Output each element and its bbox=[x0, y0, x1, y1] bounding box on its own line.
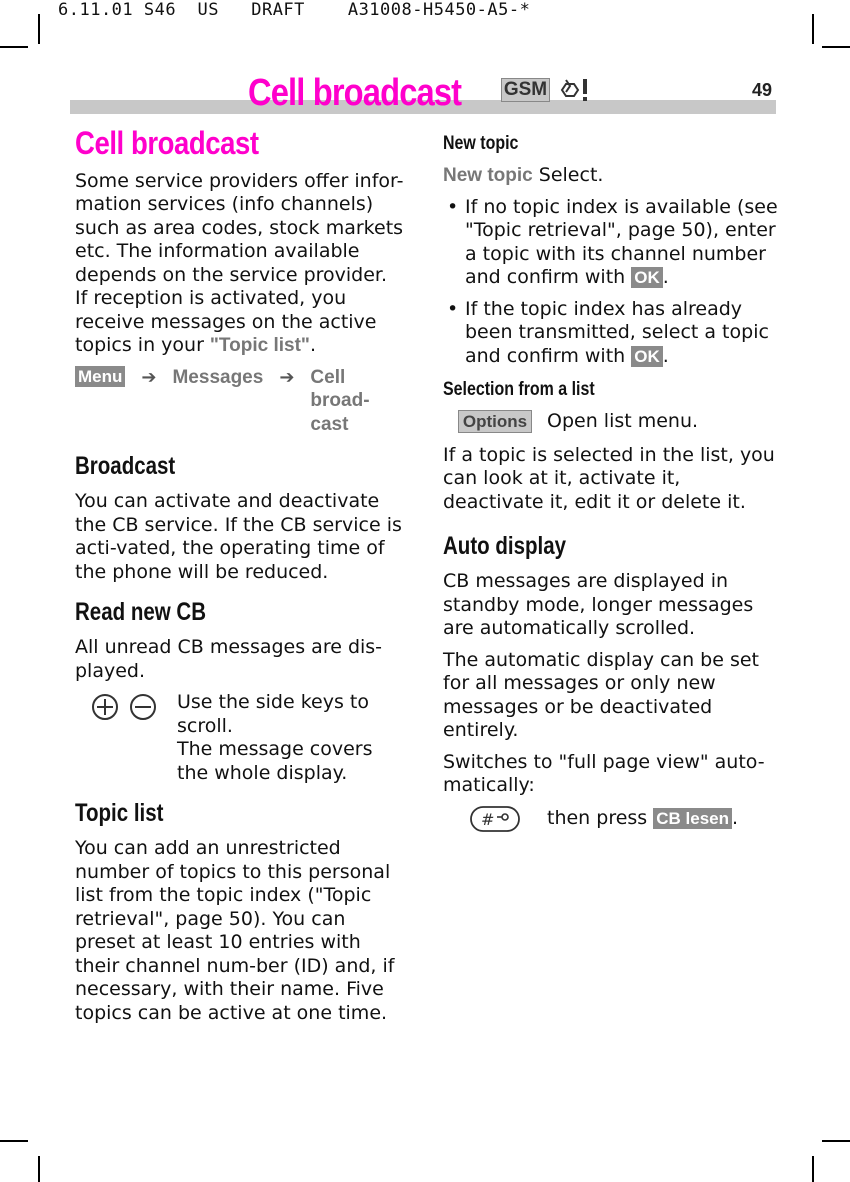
menu-path bbox=[75, 366, 405, 437]
options-text: Open list menu. bbox=[547, 410, 699, 432]
crop-mark bbox=[38, 14, 40, 44]
crop-mark bbox=[812, 14, 814, 44]
side-keys-description bbox=[177, 691, 405, 785]
list-item bbox=[443, 298, 778, 369]
page-number: 49 bbox=[752, 80, 773, 100]
crop-mark bbox=[822, 46, 850, 48]
side-keys-row bbox=[75, 691, 405, 785]
hash-key-icon[interactable] bbox=[470, 806, 520, 832]
period: . bbox=[732, 806, 739, 829]
auto-display-text2: The automatic display can be set for all messages or only new messages or be deactivated entirely. bbox=[443, 648, 760, 741]
svg-text:#: # bbox=[481, 809, 495, 829]
topic-list-link: "Topic list" bbox=[209, 335, 310, 356]
then-press-text: then press bbox=[547, 806, 648, 829]
bullet-text: If no topic index is available (see "Topic retrieval", page 50), enter a topic with its channel number and confirm with bbox=[465, 195, 778, 288]
broadcast-text: You can activate and deactivate the CB service. If the CB service is acti-vated, the operating time of the phone will be reduced. bbox=[75, 490, 402, 583]
options-softkey[interactable]: Options bbox=[458, 410, 532, 433]
new-topic-line bbox=[443, 164, 778, 188]
new-topic-select: Select. bbox=[532, 164, 604, 186]
topic-list-heading: Topic list bbox=[75, 799, 164, 827]
crop-mark bbox=[812, 1156, 814, 1182]
plus-key-icon[interactable] bbox=[91, 693, 119, 721]
broadcast-heading: Broadcast bbox=[75, 452, 176, 480]
intro-paragraph bbox=[75, 170, 405, 358]
menu-path-step: Cell broad-cast bbox=[310, 366, 370, 435]
read-new-heading: Read new CB bbox=[75, 598, 207, 626]
new-topic-label: New topic bbox=[443, 165, 533, 186]
crop-mark bbox=[0, 46, 28, 48]
hash-key-lead bbox=[443, 806, 547, 832]
list-item bbox=[443, 196, 778, 290]
side-keys-text: Use the side keys to scroll. bbox=[177, 691, 369, 737]
right-column bbox=[443, 130, 778, 842]
menu-path-step: Messages bbox=[172, 366, 264, 388]
bullet-text: If the topic index has already been transmitted, select a topic and confirm with bbox=[465, 297, 769, 367]
crop-mark bbox=[0, 1140, 28, 1142]
new-topic-heading: New topic bbox=[443, 133, 519, 154]
intro-period: . bbox=[309, 334, 316, 356]
topic-list-text: You can add an unrestricted number of topics to this personal list from the topic index ("Topic retrieval", page 50). You can preset at least 10 entries with their channel num-ber (ID) and, if necessary, with their name. Five topics can be active at one time. bbox=[75, 837, 395, 1024]
arrow-icon: ➔ bbox=[279, 366, 295, 388]
draft-header: 6.11.01 S46 US DRAFT A31008-H5450-A5-* bbox=[58, 0, 531, 20]
menu-softkey[interactable]: Menu bbox=[75, 366, 125, 387]
period: . bbox=[662, 344, 669, 367]
new-topic-bullets bbox=[443, 196, 778, 369]
crop-mark bbox=[38, 1156, 40, 1182]
section-title: Cell broadcast bbox=[75, 125, 259, 161]
ok-softkey[interactable]: OK bbox=[631, 346, 663, 367]
side-keys-text2: The message covers the whole display. bbox=[177, 738, 373, 784]
auto-display-text3: Switches to "full page view" auto-matically: bbox=[443, 750, 765, 796]
cb-lesen-softkey[interactable]: CB lesen bbox=[653, 808, 732, 829]
read-new-text: All unread CB messages are dis-played. bbox=[75, 636, 383, 682]
auto-display-heading: Auto display bbox=[443, 532, 567, 560]
intro-text: Some service providers offer infor-mation services (info channels) such as area codes, stock markets etc. The information available depends on the service provider. If reception is activated, you receive messages on the active topics in your bbox=[75, 169, 404, 356]
options-row bbox=[443, 410, 778, 434]
options-lead bbox=[443, 410, 547, 433]
left-column bbox=[75, 125, 405, 1033]
gsm-badge: GSM bbox=[501, 78, 550, 102]
page-title: Cell broadcast bbox=[248, 72, 462, 114]
network-service-icon bbox=[556, 76, 592, 104]
crop-mark bbox=[822, 1140, 850, 1142]
side-keys bbox=[75, 691, 177, 785]
selection-text: If a topic is selected in the list, you can look at it, activate it, deactivate it, edit it or delete it. bbox=[443, 443, 775, 513]
hash-key-row bbox=[443, 806, 778, 832]
auto-display-text1: CB messages are displayed in standby mode, longer messages are automatically scrolled. bbox=[443, 570, 754, 639]
arrow-icon: ➔ bbox=[141, 366, 157, 388]
minus-key-icon[interactable] bbox=[129, 693, 157, 721]
period: . bbox=[662, 266, 669, 288]
ok-softkey[interactable]: OK bbox=[631, 267, 663, 288]
selection-heading: Selection from a list bbox=[443, 379, 595, 400]
